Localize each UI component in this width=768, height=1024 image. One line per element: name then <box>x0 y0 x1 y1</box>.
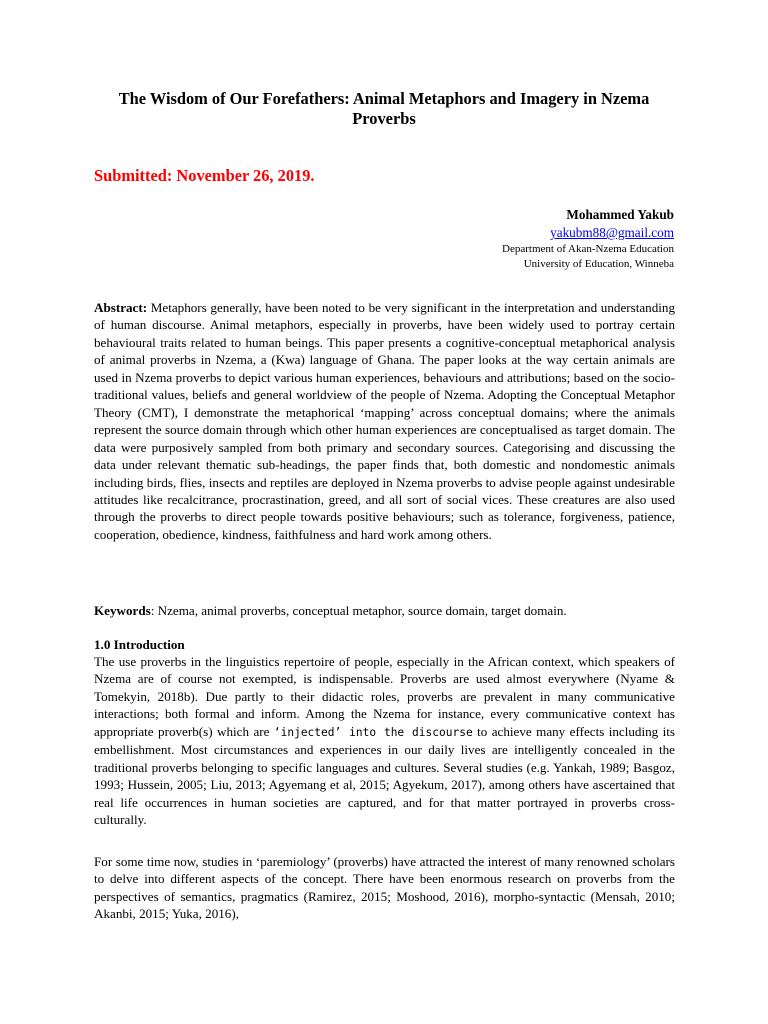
paper-title: The Wisdom of Our Forefathers: Animal Metaphors and Imagery in Nzema Proverbs <box>118 89 650 128</box>
keywords-label: Keywords <box>94 603 151 618</box>
intro-text-after: to achieve many effects including its embellishment. Most circumstances and experiences in our daily lives are intelligently concealed in the traditional proverbs belonging to specific languages and cultures. Several studies (e.g. Yankah, 1989; Basgoz, 1993; Hussein, 2005; Liu, 2013; Agyemang et al, 2015; Agyekum, 2017), among others have ascertained that real life occurrences in human societies are captured, and for that matter portrayed in proverbs cross-culturally. <box>94 723 676 828</box>
abstract-paragraph <box>94 299 675 543</box>
intro-text-mono: ‘injected’ into the discourse <box>273 725 473 739</box>
section-heading-introduction: 1.0 Introduction <box>94 637 185 652</box>
author-block <box>502 206 674 272</box>
keywords-paragraph <box>94 602 675 619</box>
author-university: University of Education, Winneba <box>523 258 674 270</box>
author-name: Mohammed Yakub <box>566 207 674 222</box>
abstract-text: Metaphors generally, have been noted to be very significant in the interpretation and understanding of human discourse. Animal metaphors, especially in proverbs, have been widely used to portray certain behavioural traits related to human beings. This paper presents a cognitive-conceptual metaphorical analysis of animal proverbs in Nzema, a (Kwa) language of Ghana. The paper looks at the way certain animals are used in Nzema proverbs to depict various human experiences, behaviours and attributions; based on the socio-traditional values, beliefs and general worldview of the people of Nzema. Adopting the Conceptual Metaphor Theory (CMT), I demonstrate the metaphorical ‘mapping’ across conceptual domains; where the animals represent the source domain through which other human experiences are conceptualised as target domain. The data were purposively sampled from both primary and secondary sources. Categorising and discussing the data under relevant thematic sub-headings, the paper finds that, both domestic and nondomestic animals including birds, flies, insects and reptiles are deployed in Nzema proverbs to advise people against undesirable attitudes like recalcitrance, procrastination, greed, and all sort of social vices. These creatures are also used through the proverbs to direct people towards positive behaviours; such as tolerance, forgiveness, patience, cooperation, obedience, kindness, faithfulness and hard work among others. <box>94 300 675 542</box>
keywords-text: : Nzema, animal proverbs, conceptual metaphor, source domain, target domain. <box>150 603 567 618</box>
author-department: Department of Akan-Nzema Education <box>502 243 674 255</box>
introduction-paragraph-2: For some time now, studies in ‘paremiology’ (proverbs) have attracted the interest of many renowned scholars to delve into different aspects of the concept. There have been enormous research on proverbs from the perspectives of semantics, pragmatics (Ramirez, 2015; Moshood, 2016), morpho-syntactic (Mensah, 2010; Akanbi, 2015; Yuka, 2016), <box>94 854 675 922</box>
submission-date: Submitted: November 26, 2019. <box>94 166 315 185</box>
introduction-paragraph-1 <box>94 653 675 829</box>
abstract-label: Abstract: <box>94 300 148 315</box>
author-email-link[interactable]: yakubm88@gmail.com <box>550 225 674 240</box>
intro-text-before: The use proverbs in the linguistics repertoire of people, especially in the African context, which speakers of Nzema are of course not exempted, is indispensable. Proverbs are used almost everywhere (Nyame & Tomekyin, 2018b). Due partly to their didactic roles, proverbs are prevalent in many communicative interactions; both formal and inform. Among the Nzema for instance, every communicative context has appropriate proverb(s) which are <box>94 654 675 739</box>
